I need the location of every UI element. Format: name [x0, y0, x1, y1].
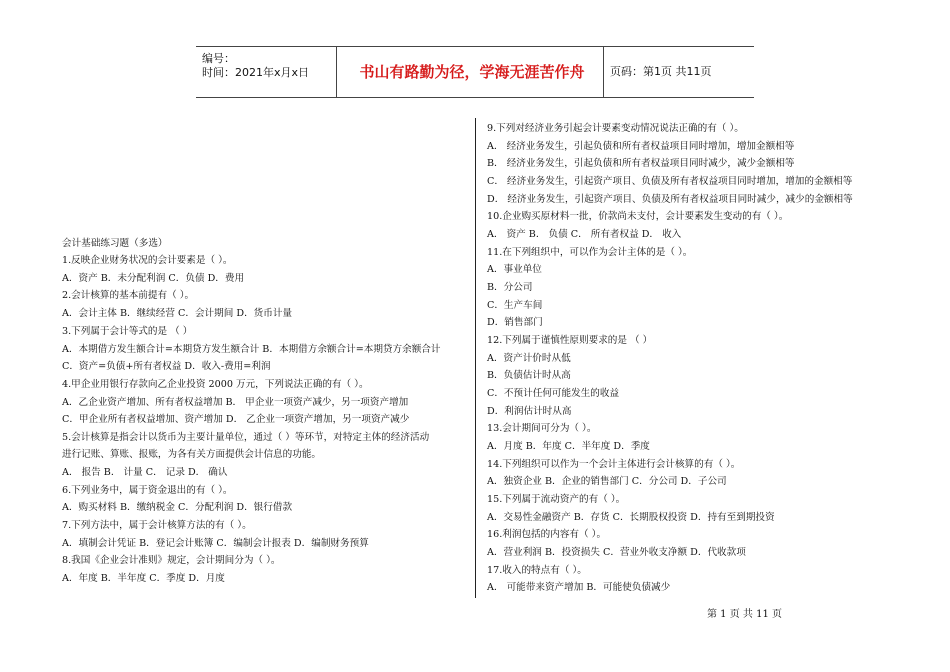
question-line: 进行记账、算账、报账，为各有关方面提供会计信息的功能。: [62, 449, 322, 460]
question-line: 2.会计核算的基本前提有（ ）。: [62, 290, 195, 301]
option-line: A． 报告 B． 计量 C． 记录 D． 确认: [62, 467, 228, 478]
question-line: 11.在下列组织中，可以作为会计主体的是（ ）。: [487, 247, 693, 258]
option-line: A．营业利润 B．投资损失 C．营业外收支净额 D．代收款项: [487, 547, 746, 558]
option-line: A．本期借方发生额合计=本期贷方发生额合计 B．本期借方余额合计=本期贷方余额合计: [62, 344, 441, 355]
option-line: A．事业单位: [487, 264, 542, 275]
option-line: A．资产 B．未分配利润 C．负债 D．费用: [62, 273, 245, 284]
column-divider: [475, 118, 476, 598]
question-line: 1.反映企业财务状况的会计要素是（ ）。: [62, 255, 233, 266]
question-line: 4.甲企业用银行存款向乙企业投资 2000 万元，下列说法正确的有（ ）。: [62, 379, 369, 390]
option-line: A．乙企业资产增加、所有者权益增加 B． 甲企业一项资产减少，另一项资产增加: [62, 397, 409, 408]
header-meta: [202, 47, 332, 97]
option-line: C．生产车间: [487, 300, 543, 311]
header-divider: [336, 47, 337, 97]
option-line: D． 经济业务发生，引起资产项目、负债及所有者权益项目同时减少，减少的金额相等: [487, 194, 853, 205]
page-footer: 第 1 页 共 11 页: [707, 609, 782, 620]
page-info: 页码：第1页 共11页: [610, 65, 712, 78]
option-line: B． 经济业务发生，引起负债和所有者权益项目同时减少，减少金额相等: [487, 158, 795, 169]
question-line: 13.会计期间可分为（ ）。: [487, 423, 597, 434]
option-line: A．会计主体 B．继续经营 C．会计期间 D．货币计量: [62, 308, 293, 319]
option-line: A．月度 B．年度 C．半年度 D．季度: [487, 441, 650, 452]
option-line: A． 经济业务发生，引起负债和所有者权益项目同时增加，增加金额相等: [487, 141, 795, 152]
question-line: 3.下列属于会计等式的是 （ ）: [62, 326, 193, 337]
number-label: 编号：: [202, 52, 235, 65]
option-line: A．购买材料 B．缴纳税金 C．分配利润 D．银行借款: [62, 502, 293, 513]
question-line: 14.下列组织可以作为一个会计主体进行会计核算的有（ ）。: [487, 459, 741, 470]
motto-text: 书山有路勤为径，学海无涯苦作舟: [359, 63, 585, 81]
exam-title: 会计基础练习题（多选）: [62, 238, 168, 249]
question-line: 6.下列业务中，属于资金退出的有（ ）。: [62, 485, 233, 496]
option-line: D．利润估计时从高: [487, 406, 572, 417]
question-line: 16.利润包括的内容有（ ）。: [487, 529, 607, 540]
option-line: A．独资企业 B．企业的销售部门 C．分公司 D．子公司: [487, 476, 727, 487]
header-motto-cell: [341, 47, 603, 97]
question-line: 7.下列方法中，属于会计核算方法的有（ ）。: [62, 520, 252, 531]
question-line: 5.会计核算是指会计以货币为主要计量单位，通过（ ）等环节，对特定主体的经济活动: [62, 432, 430, 443]
page-header: [196, 46, 754, 98]
option-line: A． 资产 B． 负债 C． 所有者权益 D． 收入: [487, 229, 682, 240]
question-line: 17.收入的特点有（ ）。: [487, 565, 587, 576]
option-line: C． 经济业务发生，引起资产项目、负债及所有者权益项目同时增加，增加的金额相等: [487, 176, 853, 187]
option-line: C．不预计任何可能发生的收益: [487, 388, 620, 399]
option-line: B．分公司: [487, 282, 533, 293]
header-divider: [603, 47, 604, 97]
question-line: 12.下列属于谨慎性原则要求的是 （ ）: [487, 335, 653, 346]
option-line: B．负债估计时从高: [487, 370, 571, 381]
option-line: A．资产计价时从低: [487, 353, 571, 364]
question-line: 15.下列属于流动资产的有（ ）。: [487, 494, 626, 505]
option-line: A．年度 B．半年度 C．季度 D．月度: [62, 573, 225, 584]
question-line: 8.我国《企业会计准则》规定，会计期间分为（ ）。: [62, 555, 281, 566]
time-label: 时间：2021年x月x日: [202, 66, 310, 79]
option-line: C．甲企业所有者权益增加、资产增加 D． 乙企业一项资产增加，另一项资产减少: [62, 414, 410, 425]
option-line: C．资产=负债+所有者权益 D．收入-费用=利润: [62, 361, 271, 372]
option-line: A．交易性金融资产 B．存货 C．长期股权投资 D．持有至到期投资: [487, 512, 775, 523]
option-line: A． 可能带来资产增加 B．可能使负债减少: [487, 582, 671, 593]
option-line: D．销售部门: [487, 317, 543, 328]
question-line: 10.企业购买原材料一批，价款尚未支付，会计要素发生变动的有（ ）。: [487, 211, 789, 222]
question-line: 9.下列对经济业务引起会计要素变动情况说法正确的有（ ）。: [487, 123, 744, 134]
option-line: A．填制会计凭证 B．登记会计账簿 C．编制会计报表 D．编制财务预算: [62, 538, 369, 549]
